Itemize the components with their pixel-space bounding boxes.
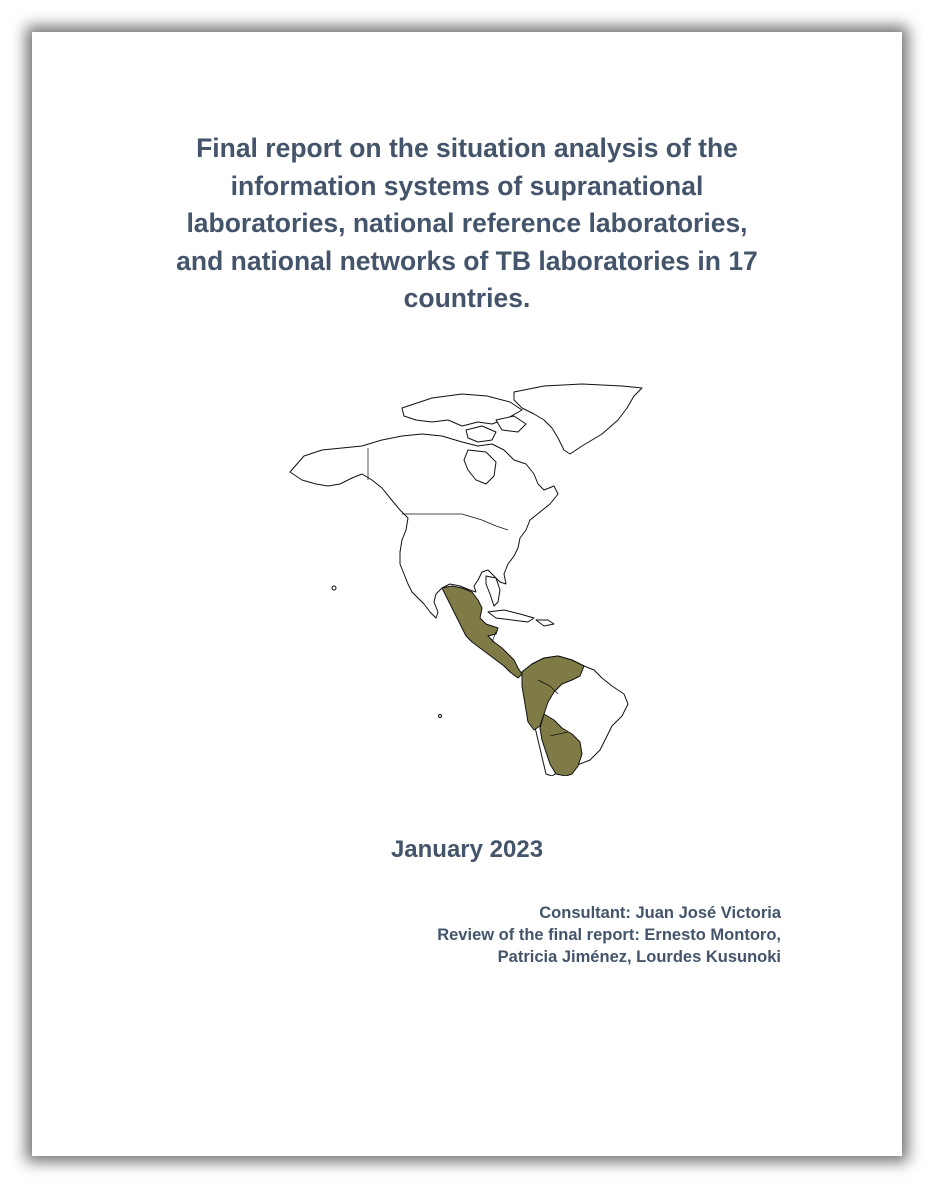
title-line: Final report on the situation analysis of the bbox=[196, 133, 738, 163]
report-credits bbox=[437, 902, 781, 968]
map-north-america bbox=[290, 434, 558, 618]
document-page bbox=[32, 32, 902, 1156]
map-mexico-central-america bbox=[442, 586, 522, 678]
report-date: January 2023 bbox=[390, 836, 544, 863]
title-line: laboratories, national reference laboratories, bbox=[186, 208, 748, 238]
title-line: information systems of supranational bbox=[230, 170, 704, 201]
map-hispaniola bbox=[536, 620, 554, 626]
map-caribbean bbox=[488, 610, 534, 622]
title-line: and national networks of TB laboratories in 17 bbox=[176, 245, 758, 276]
map-arctic-island bbox=[466, 426, 496, 442]
map-island bbox=[332, 586, 336, 590]
credits-line: Consultant: Juan José Victoria bbox=[539, 904, 781, 922]
map-greenland bbox=[514, 384, 642, 454]
credits-line: Patricia Jiménez, Lourdes Kusunoki bbox=[497, 948, 781, 966]
credits-line: Review of the final report: Ernesto Montoro, bbox=[437, 926, 781, 944]
map-island bbox=[439, 715, 442, 718]
americas-map bbox=[282, 380, 652, 776]
americas-map-graphic bbox=[282, 380, 652, 776]
report-title bbox=[102, 130, 832, 318]
title-line: countries. bbox=[403, 283, 531, 313]
